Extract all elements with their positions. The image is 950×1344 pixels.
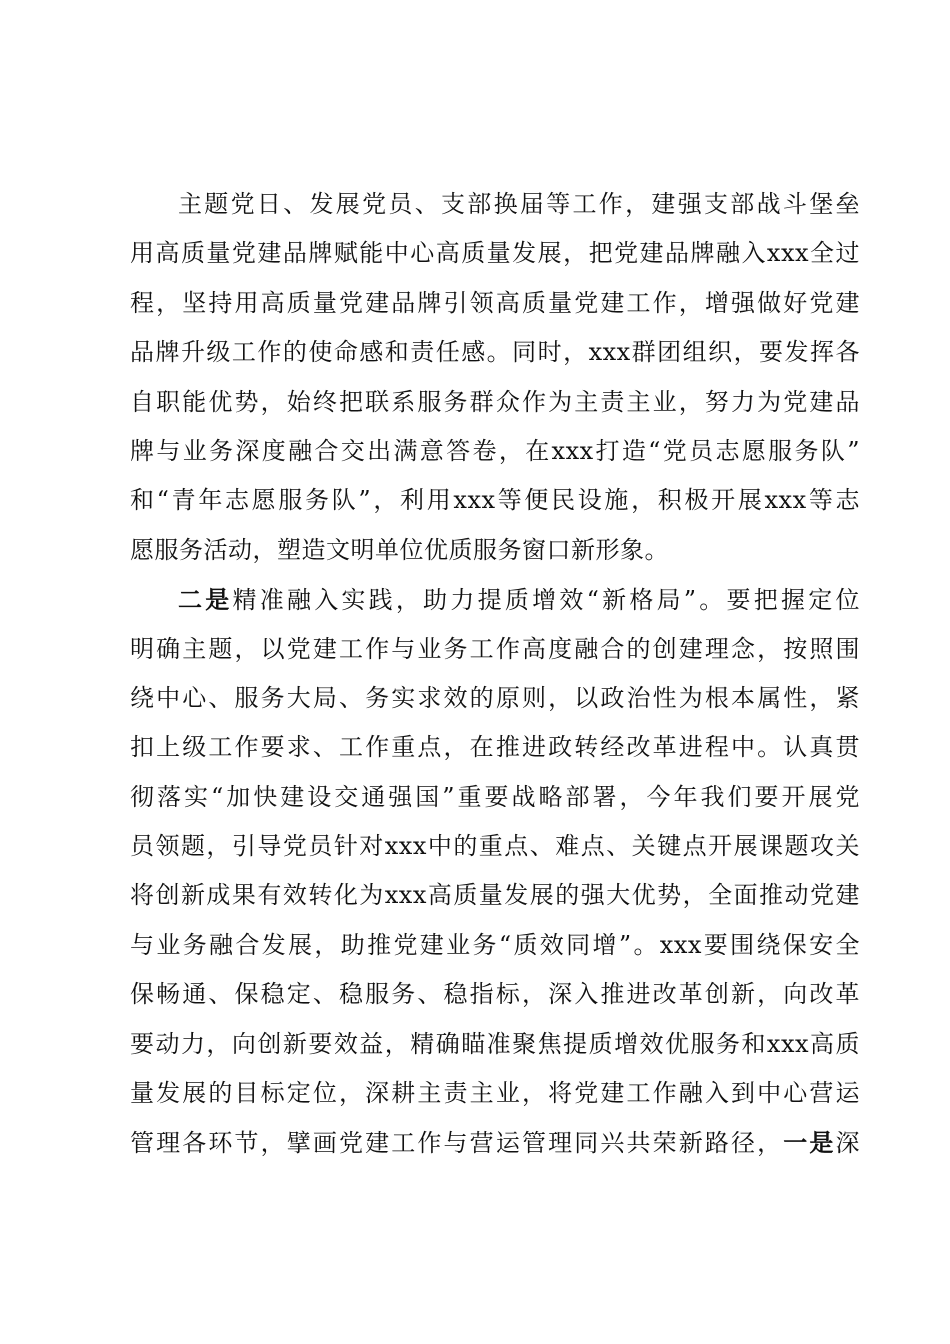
- paragraph-2: [130, 575, 860, 1168]
- text-line: 将创新成果有效转化为xxx高质量发展的强大优势，全面推动党建: [130, 881, 860, 910]
- text-line: 员领题，引导党员针对xxx中的重点、难点、关键点开展课题攻关: [130, 832, 860, 861]
- text-line: 彻落实“加快建设交通强国”重要战略部署，今年我们要开展党: [130, 782, 860, 811]
- text-line: 与业务融合发展，助推党建业务“质效同增”。xxx要围绕保安全: [130, 930, 860, 959]
- text-fragment: 精准融入实践，助力提质增效“新格局”。要把握定位: [232, 586, 860, 615]
- text-line: [130, 1118, 860, 1167]
- text-line: 量发展的目标定位，深耕主责主业，将党建工作融入到中心营运: [130, 1079, 860, 1108]
- section-marker: 二是: [178, 585, 233, 615]
- text-line: 自职能优势，始终把联系服务群众作为主责主业，努力为党建品: [130, 387, 860, 416]
- text-line: 程，坚持用高质量党建品牌引领高质量党建工作，增强做好党建: [130, 288, 860, 317]
- text-line: 扣上级工作要求、工作重点，在推进政转经改革进程中。认真贯: [130, 733, 860, 762]
- text-line: 要动力，向创新要效益，精确瞄准聚焦提质增效优服务和xxx高质: [130, 1029, 860, 1058]
- text-fragment: 深: [835, 1129, 861, 1158]
- text-line: 明确主题，以党建工作与业务工作高度融合的创建理念，按照围: [130, 634, 860, 663]
- paragraph-1: [130, 180, 860, 575]
- text-line: 绕中心、服务大局、务实求效的原则，以政治性为根本属性，紧: [130, 683, 860, 712]
- text-fragment: 管理各环节，擘画党建工作与营运管理同兴共荣新路径，: [130, 1129, 784, 1158]
- text-line: 主题党日、发展党员、支部换届等工作，建强支部战斗堡垒: [178, 190, 860, 218]
- text-line: 品牌升级工作的使命感和责任感。同时，xxx群团组织，要发挥各: [130, 338, 860, 367]
- text-line: 保畅通、保稳定、稳服务、稳指标，深入推进改革创新，向改革: [130, 980, 860, 1009]
- text-line: 愿服务活动，塑造文明单位优质服务窗口新形象。: [130, 535, 669, 564]
- document-body: [130, 180, 860, 1168]
- text-line: 牌与业务深度融合交出满意答卷，在xxx打造“党员志愿服务队”: [130, 436, 860, 465]
- text-line: 和“青年志愿服务队”，利用xxx等便民设施，积极开展xxx等志: [130, 486, 860, 515]
- text-line: [130, 575, 860, 624]
- section-marker: 一是: [783, 1128, 836, 1158]
- text-line: 用高质量党建品牌赋能中心高质量发展，把党建品牌融入xxx全过: [130, 239, 860, 268]
